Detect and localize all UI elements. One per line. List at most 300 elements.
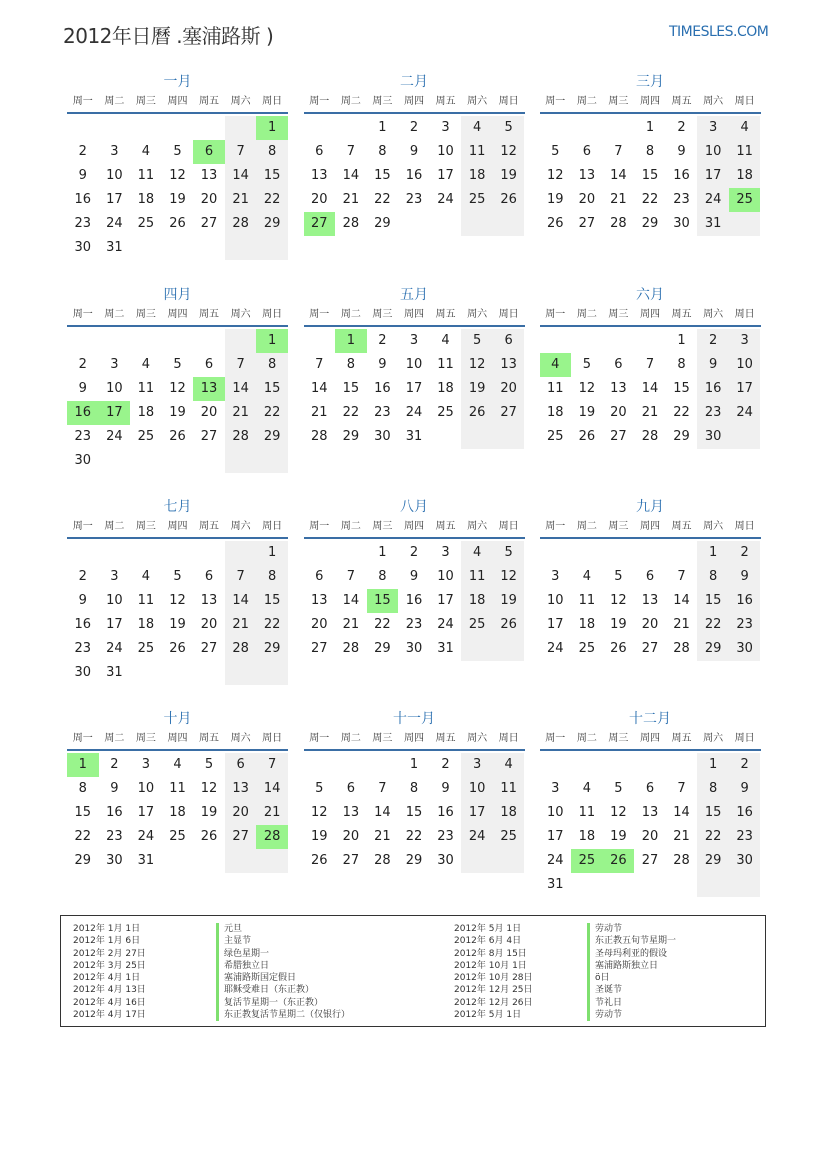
day-cell[interactable]: 7 [225, 140, 257, 164]
day-cell[interactable]: 2 [78, 356, 87, 372]
day-cell[interactable]: 10 [697, 140, 729, 164]
day-cell[interactable]: 7 [225, 353, 257, 377]
day-cell[interactable]: 2 [441, 757, 450, 772]
day-cell[interactable]: 18 [461, 164, 493, 188]
day-cell[interactable]: 24 [729, 401, 761, 425]
day-cell[interactable]: 4 [141, 144, 151, 159]
day-cell[interactable]: 27 [225, 825, 257, 849]
day-cell[interactable]: 12 [169, 593, 186, 608]
day-cell[interactable]: 30 [729, 637, 761, 661]
day-cell[interactable]: 8 [409, 781, 419, 796]
day-cell[interactable]: 22 [374, 192, 391, 207]
day-cell[interactable]: 13 [641, 805, 659, 820]
day-cell[interactable]: 9 [409, 569, 419, 584]
day-cell[interactable]: 5 [614, 781, 623, 796]
day-cell[interactable]: 12 [493, 140, 525, 164]
day-cell[interactable]: 25 [461, 188, 493, 212]
day-cell[interactable]: 18 [169, 805, 186, 820]
day-cell[interactable]: 23 [673, 192, 690, 207]
day-cell[interactable]: 8 [645, 144, 655, 159]
day-cell[interactable]: 6 [645, 781, 655, 796]
day-cell[interactable]: 15 [697, 801, 729, 825]
day-cell[interactable]: 11 [437, 356, 454, 372]
day-cell[interactable]: 13 [578, 168, 596, 183]
day-cell[interactable]: 17 [547, 617, 564, 632]
day-cell[interactable]: 30 [74, 665, 92, 680]
day-cell[interactable]: 24 [106, 428, 123, 444]
day-cell[interactable]: 9 [378, 356, 387, 372]
day-cell[interactable]: 8 [346, 356, 355, 372]
day-cell[interactable]: 18 [137, 192, 155, 207]
day-cell[interactable]: 19 [493, 589, 525, 613]
day-cell[interactable]: 16 [405, 168, 423, 183]
day-cell[interactable]: 27 [200, 216, 218, 231]
day-cell[interactable]: 9 [409, 144, 419, 159]
day-cell[interactable]: 15 [74, 805, 92, 820]
day-cell[interactable]: 16 [729, 589, 761, 613]
day-cell[interactable]: 18 [437, 380, 454, 396]
day-cell[interactable]: 19 [311, 829, 328, 844]
day-cell[interactable]: 20 [641, 617, 659, 632]
day-cell[interactable]: 20 [578, 192, 596, 207]
day-cell[interactable]: 7 [315, 356, 324, 372]
day-cell[interactable]: 14 [256, 777, 288, 801]
day-cell[interactable]: 10 [547, 805, 564, 820]
day-cell[interactable]: 13 [200, 168, 218, 183]
day-cell[interactable]: 1 [409, 757, 419, 772]
day-cell[interactable]: 27 [641, 641, 659, 656]
day-cell[interactable]: 8 [256, 353, 288, 377]
day-cell[interactable]: 8 [78, 781, 87, 796]
day-cell[interactable]: 10 [106, 380, 123, 396]
day-cell[interactable]: 18 [137, 617, 155, 632]
day-cell[interactable]: 17 [137, 805, 155, 820]
day-cell[interactable]: 24 [437, 617, 454, 632]
day-cell[interactable]: 28 [673, 853, 690, 868]
day-cell[interactable]: 26 [578, 428, 596, 444]
day-cell[interactable]: 2 [110, 757, 119, 772]
day-cell[interactable]: 11 [578, 593, 596, 608]
day-cell[interactable]: 6 [204, 569, 214, 584]
day-cell[interactable]: 11 [137, 380, 155, 396]
day-cell[interactable]: 14 [225, 589, 257, 613]
day-cell[interactable]: 29 [697, 849, 729, 873]
day-cell[interactable]: 1 [677, 332, 686, 348]
day-cell[interactable]: 20 [493, 377, 525, 401]
day-cell[interactable]: 4 [173, 757, 182, 772]
day-cell[interactable]: 31 [547, 877, 564, 892]
day-cell[interactable]: 26 [169, 216, 186, 231]
day-cell[interactable]: 25 [461, 613, 493, 637]
day-cell[interactable]: 17 [461, 801, 493, 825]
day-cell[interactable]: 30 [673, 216, 690, 231]
day-cell[interactable]: 5 [204, 757, 214, 772]
day-cell[interactable]: 2 [697, 329, 729, 353]
day-cell[interactable]: 17 [106, 617, 123, 632]
day-cell[interactable]: 2 [378, 332, 387, 348]
day-cell[interactable]: 29 [256, 637, 288, 661]
day-cell[interactable]: 31 [437, 641, 454, 656]
day-cell[interactable]: 28 [225, 425, 257, 449]
day-cell[interactable]: 30 [74, 240, 92, 255]
day-cell[interactable]: 12 [169, 168, 186, 183]
day-cell[interactable]: 19 [461, 377, 493, 401]
day-cell[interactable]: 20 [200, 404, 218, 420]
day-cell[interactable]: 9 [729, 777, 761, 801]
day-cell[interactable]: 15 [374, 168, 391, 183]
day-cell[interactable]: 3 [141, 757, 151, 772]
day-cell[interactable]: 31 [137, 853, 155, 868]
day-cell[interactable]: 5 [551, 144, 560, 159]
day-cell[interactable]: 23 [74, 428, 92, 444]
day-cell[interactable]: 23 [106, 829, 123, 844]
day-cell[interactable]: 14 [342, 168, 360, 183]
holiday-day-cell[interactable]: 27 [304, 212, 336, 236]
day-cell[interactable]: 14 [225, 377, 257, 401]
day-cell[interactable]: 29 [673, 428, 690, 444]
holiday-day-cell[interactable]: 4 [540, 353, 572, 377]
day-cell[interactable]: 16 [405, 593, 423, 608]
day-cell[interactable]: 24 [137, 829, 155, 844]
holiday-day-cell[interactable]: 26 [603, 849, 635, 873]
day-cell[interactable]: 16 [74, 617, 92, 632]
day-cell[interactable]: 11 [137, 593, 155, 608]
site-logo[interactable]: TIMESLES.COM [669, 24, 769, 40]
day-cell[interactable]: 17 [437, 168, 454, 183]
day-cell[interactable]: 26 [547, 216, 564, 231]
day-cell[interactable]: 16 [437, 805, 454, 820]
day-cell[interactable]: 19 [610, 617, 627, 632]
day-cell[interactable]: 9 [78, 593, 87, 608]
day-cell[interactable]: 3 [697, 116, 729, 140]
day-cell[interactable]: 20 [225, 801, 257, 825]
day-cell[interactable]: 21 [225, 188, 257, 212]
day-cell[interactable]: 12 [578, 380, 596, 396]
day-cell[interactable]: 5 [582, 356, 591, 372]
day-cell[interactable]: 30 [405, 641, 423, 656]
day-cell[interactable]: 26 [493, 188, 525, 212]
day-cell[interactable]: 25 [578, 641, 596, 656]
day-cell[interactable]: 21 [311, 404, 328, 420]
day-cell[interactable]: 23 [437, 829, 454, 844]
day-cell[interactable]: 18 [578, 617, 596, 632]
day-cell[interactable]: 7 [225, 565, 257, 589]
day-cell[interactable]: 7 [614, 144, 623, 159]
day-cell[interactable]: 15 [256, 589, 288, 613]
day-cell[interactable]: 3 [461, 753, 493, 777]
day-cell[interactable]: 2 [677, 120, 686, 135]
day-cell[interactable]: 11 [137, 168, 155, 183]
day-cell[interactable]: 26 [493, 613, 525, 637]
day-cell[interactable]: 17 [729, 377, 761, 401]
day-cell[interactable]: 11 [729, 140, 761, 164]
day-cell[interactable]: 20 [641, 829, 659, 844]
day-cell[interactable]: 29 [697, 637, 729, 661]
day-cell[interactable]: 5 [173, 144, 182, 159]
day-cell[interactable]: 12 [311, 805, 328, 820]
day-cell[interactable]: 19 [169, 404, 186, 420]
day-cell[interactable]: 25 [169, 829, 186, 844]
day-cell[interactable]: 16 [74, 192, 92, 207]
day-cell[interactable]: 8 [677, 356, 686, 372]
holiday-day-cell[interactable]: 16 [67, 401, 99, 425]
day-cell[interactable]: 22 [697, 613, 729, 637]
day-cell[interactable]: 18 [461, 589, 493, 613]
day-cell[interactable]: 1 [378, 120, 387, 135]
day-cell[interactable]: 7 [677, 569, 686, 584]
day-cell[interactable]: 31 [697, 212, 729, 236]
day-cell[interactable]: 8 [378, 569, 387, 584]
day-cell[interactable]: 16 [673, 168, 690, 183]
day-cell[interactable]: 27 [493, 401, 525, 425]
day-cell[interactable]: 3 [409, 332, 419, 348]
day-cell[interactable]: 14 [673, 805, 690, 820]
day-cell[interactable]: 3 [729, 329, 761, 353]
day-cell[interactable]: 22 [405, 829, 423, 844]
day-cell[interactable]: 21 [374, 829, 391, 844]
day-cell[interactable]: 24 [547, 853, 564, 868]
day-cell[interactable]: 5 [461, 329, 493, 353]
day-cell[interactable]: 11 [461, 140, 493, 164]
day-cell[interactable]: 28 [225, 212, 257, 236]
day-cell[interactable]: 27 [311, 641, 328, 656]
day-cell[interactable]: 2 [409, 545, 419, 560]
day-cell[interactable]: 4 [441, 332, 450, 348]
day-cell[interactable]: 31 [106, 665, 123, 680]
day-cell[interactable]: 14 [673, 593, 690, 608]
day-cell[interactable]: 24 [106, 216, 123, 231]
day-cell[interactable]: 28 [641, 428, 659, 444]
holiday-day-cell[interactable]: 25 [729, 188, 761, 212]
day-cell[interactable]: 4 [461, 116, 493, 140]
day-cell[interactable]: 14 [610, 168, 627, 183]
day-cell[interactable]: 24 [437, 192, 454, 207]
day-cell[interactable]: 8 [256, 565, 288, 589]
day-cell[interactable]: 4 [729, 116, 761, 140]
holiday-day-cell[interactable]: 17 [99, 401, 131, 425]
day-cell[interactable]: 9 [110, 781, 119, 796]
day-cell[interactable]: 10 [106, 593, 123, 608]
day-cell[interactable]: 1 [697, 541, 729, 565]
day-cell[interactable]: 29 [256, 212, 288, 236]
day-cell[interactable]: 4 [461, 541, 493, 565]
day-cell[interactable]: 15 [256, 377, 288, 401]
day-cell[interactable]: 24 [461, 825, 493, 849]
day-cell[interactable]: 14 [374, 805, 391, 820]
holiday-day-cell[interactable]: 6 [193, 140, 225, 164]
day-cell[interactable]: 13 [225, 777, 257, 801]
day-cell[interactable]: 10 [729, 353, 761, 377]
day-cell[interactable]: 6 [614, 356, 623, 372]
day-cell[interactable]: 24 [106, 641, 123, 656]
day-cell[interactable]: 25 [137, 216, 155, 231]
day-cell[interactable]: 19 [547, 192, 564, 207]
day-cell[interactable]: 7 [645, 356, 655, 372]
day-cell[interactable]: 5 [315, 781, 324, 796]
day-cell[interactable]: 12 [493, 565, 525, 589]
day-cell[interactable]: 22 [74, 829, 92, 844]
day-cell[interactable]: 12 [200, 781, 218, 796]
day-cell[interactable]: 1 [645, 120, 655, 135]
day-cell[interactable]: 10 [547, 593, 564, 608]
day-cell[interactable]: 31 [405, 428, 423, 444]
holiday-day-cell[interactable]: 1 [256, 116, 288, 140]
day-cell[interactable]: 23 [374, 404, 391, 420]
day-cell[interactable]: 9 [441, 781, 450, 796]
day-cell[interactable]: 19 [169, 192, 186, 207]
day-cell[interactable]: 5 [493, 116, 525, 140]
day-cell[interactable]: 19 [610, 829, 627, 844]
day-cell[interactable]: 16 [729, 801, 761, 825]
day-cell[interactable]: 27 [578, 216, 596, 231]
day-cell[interactable]: 30 [374, 428, 391, 444]
day-cell[interactable]: 7 [346, 144, 355, 159]
day-cell[interactable]: 26 [461, 401, 493, 425]
day-cell[interactable]: 14 [311, 380, 328, 396]
day-cell[interactable]: 9 [729, 565, 761, 589]
day-cell[interactable]: 6 [315, 144, 324, 159]
day-cell[interactable]: 18 [493, 801, 525, 825]
day-cell[interactable]: 26 [610, 641, 627, 656]
day-cell[interactable]: 6 [346, 781, 355, 796]
day-cell[interactable]: 26 [169, 428, 186, 444]
day-cell[interactable]: 19 [169, 617, 186, 632]
day-cell[interactable]: 31 [106, 240, 123, 255]
day-cell[interactable]: 22 [256, 188, 288, 212]
day-cell[interactable]: 17 [405, 380, 423, 396]
day-cell[interactable]: 6 [315, 569, 324, 584]
day-cell[interactable]: 11 [169, 781, 186, 796]
day-cell[interactable]: 29 [256, 425, 288, 449]
day-cell[interactable]: 20 [311, 192, 328, 207]
day-cell[interactable]: 13 [200, 593, 218, 608]
day-cell[interactable]: 1 [378, 545, 387, 560]
day-cell[interactable]: 15 [342, 380, 360, 396]
day-cell[interactable]: 8 [378, 144, 387, 159]
day-cell[interactable]: 24 [547, 641, 564, 656]
day-cell[interactable]: 27 [342, 853, 360, 868]
day-cell[interactable]: 4 [582, 569, 591, 584]
day-cell[interactable]: 20 [311, 617, 328, 632]
day-cell[interactable]: 3 [441, 545, 450, 560]
day-cell[interactable]: 7 [378, 781, 387, 796]
day-cell[interactable]: 4 [141, 569, 151, 584]
day-cell[interactable]: 21 [673, 617, 690, 632]
day-cell[interactable]: 10 [106, 168, 123, 183]
day-cell[interactable]: 15 [673, 380, 690, 396]
day-cell[interactable]: 29 [641, 216, 659, 231]
day-cell[interactable]: 21 [342, 192, 360, 207]
holiday-day-cell[interactable]: 13 [193, 377, 225, 401]
day-cell[interactable]: 15 [256, 164, 288, 188]
day-cell[interactable]: 4 [493, 753, 525, 777]
day-cell[interactable]: 25 [547, 428, 564, 444]
day-cell[interactable]: 2 [729, 753, 761, 777]
day-cell[interactable]: 5 [173, 569, 182, 584]
day-cell[interactable]: 29 [342, 428, 360, 444]
day-cell[interactable]: 2 [729, 541, 761, 565]
day-cell[interactable]: 6 [225, 753, 257, 777]
day-cell[interactable]: 21 [610, 192, 627, 207]
day-cell[interactable]: 8 [256, 140, 288, 164]
day-cell[interactable]: 17 [437, 593, 454, 608]
day-cell[interactable]: 22 [256, 613, 288, 637]
day-cell[interactable]: 29 [374, 641, 391, 656]
day-cell[interactable]: 21 [673, 829, 690, 844]
day-cell[interactable]: 3 [110, 569, 119, 584]
day-cell[interactable]: 1 [697, 753, 729, 777]
day-cell[interactable]: 28 [311, 428, 328, 444]
day-cell[interactable]: 10 [405, 356, 423, 372]
day-cell[interactable]: 15 [405, 805, 423, 820]
holiday-day-cell[interactable]: 28 [256, 825, 288, 849]
day-cell[interactable]: 28 [673, 641, 690, 656]
day-cell[interactable]: 6 [204, 356, 214, 372]
day-cell[interactable]: 13 [641, 593, 659, 608]
day-cell[interactable]: 22 [374, 617, 391, 632]
holiday-day-cell[interactable]: 1 [335, 329, 367, 353]
holiday-day-cell[interactable]: 1 [256, 329, 288, 353]
day-cell[interactable]: 25 [137, 428, 155, 444]
day-cell[interactable]: 10 [461, 777, 493, 801]
day-cell[interactable]: 3 [110, 356, 119, 372]
day-cell[interactable]: 11 [547, 380, 564, 396]
day-cell[interactable]: 21 [342, 617, 360, 632]
day-cell[interactable]: 30 [729, 849, 761, 873]
day-cell[interactable]: 15 [641, 168, 659, 183]
day-cell[interactable]: 19 [200, 805, 218, 820]
day-cell[interactable]: 20 [200, 192, 218, 207]
day-cell[interactable]: 11 [461, 565, 493, 589]
day-cell[interactable]: 19 [578, 404, 596, 420]
day-cell[interactable]: 23 [729, 613, 761, 637]
day-cell[interactable]: 30 [74, 452, 92, 468]
day-cell[interactable]: 10 [137, 781, 155, 796]
day-cell[interactable]: 10 [437, 569, 454, 584]
day-cell[interactable]: 23 [74, 216, 92, 231]
day-cell[interactable]: 17 [697, 164, 729, 188]
day-cell[interactable]: 2 [78, 144, 87, 159]
day-cell[interactable]: 27 [200, 641, 218, 656]
day-cell[interactable]: 16 [106, 805, 123, 820]
day-cell[interactable]: 15 [697, 589, 729, 613]
day-cell[interactable]: 30 [697, 425, 729, 449]
day-cell[interactable]: 13 [342, 805, 360, 820]
day-cell[interactable]: 26 [200, 829, 218, 844]
day-cell[interactable]: 14 [342, 593, 360, 608]
day-cell[interactable]: 27 [200, 428, 218, 444]
day-cell[interactable]: 7 [256, 753, 288, 777]
day-cell[interactable]: 11 [578, 805, 596, 820]
day-cell[interactable]: 13 [493, 353, 525, 377]
day-cell[interactable]: 17 [547, 829, 564, 844]
day-cell[interactable]: 2 [409, 120, 419, 135]
day-cell[interactable]: 24 [697, 188, 729, 212]
day-cell[interactable]: 18 [547, 404, 564, 420]
holiday-day-cell[interactable]: 25 [571, 849, 603, 873]
day-cell[interactable]: 25 [137, 641, 155, 656]
day-cell[interactable]: 14 [641, 380, 659, 396]
day-cell[interactable]: 23 [74, 641, 92, 656]
day-cell[interactable]: 12 [547, 168, 564, 183]
day-cell[interactable]: 27 [641, 853, 659, 868]
day-cell[interactable]: 10 [437, 144, 454, 159]
day-cell[interactable]: 21 [256, 801, 288, 825]
day-cell[interactable]: 26 [311, 853, 328, 868]
day-cell[interactable]: 6 [493, 329, 525, 353]
day-cell[interactable]: 3 [551, 781, 560, 796]
day-cell[interactable]: 23 [405, 192, 423, 207]
